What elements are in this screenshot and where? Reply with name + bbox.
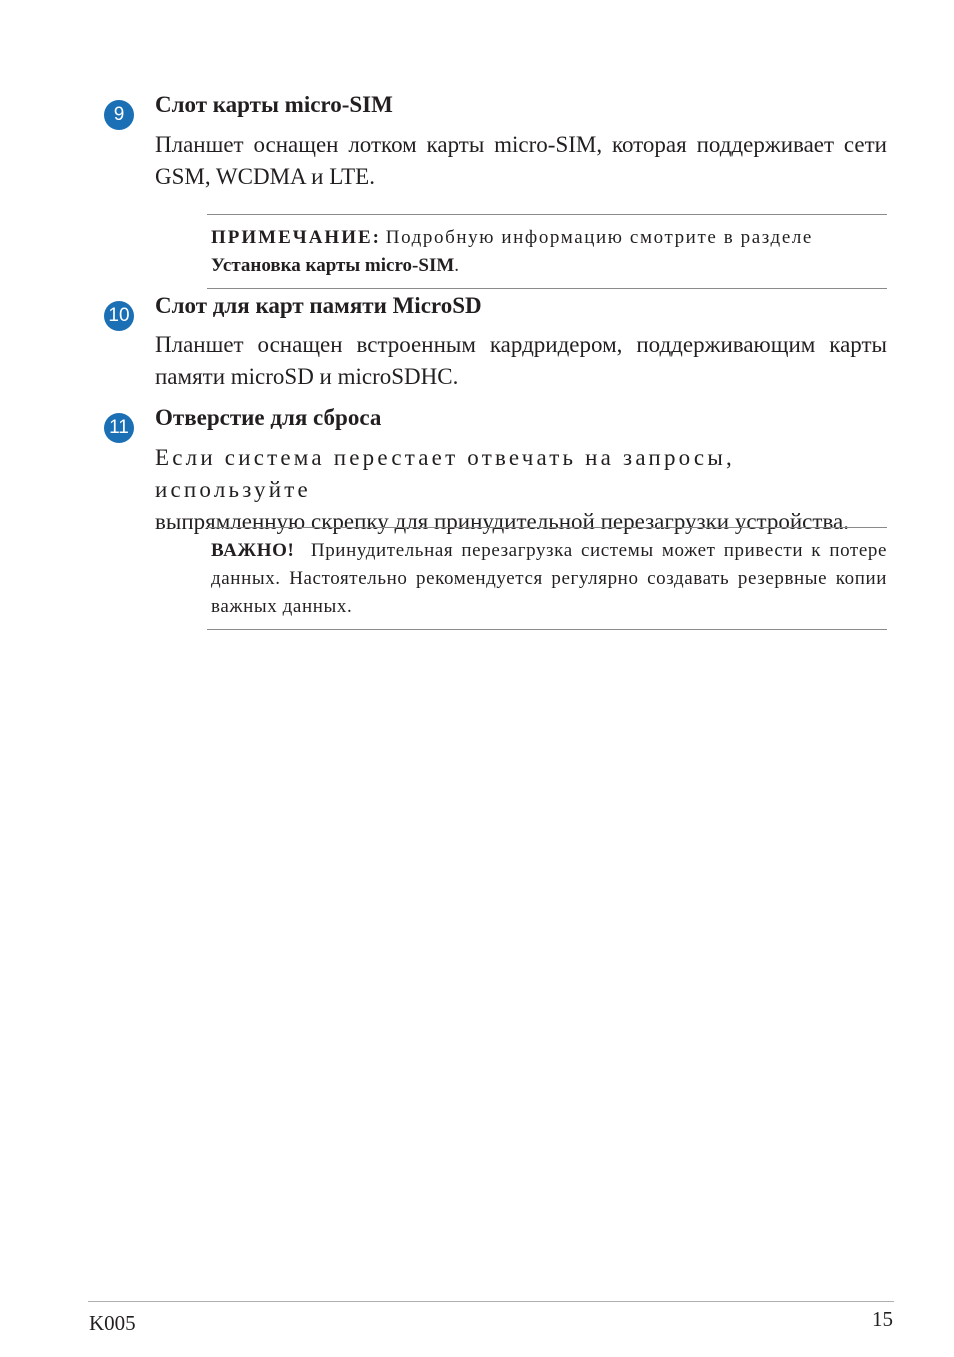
note-section-reference: Установка карты micro-SIM (211, 255, 455, 276)
section-body-microsd: Планшет оснащен встроенным кардридером, поддерживающим карты памяти microSD и microSDHC. (155, 332, 887, 389)
number-badge-10: 10 (104, 301, 134, 331)
section-body-reset-line2: выпрямленную скрепку для принудительной перезагрузки устройства. (155, 509, 849, 534)
section-body-reset-hole (155, 442, 887, 538)
important-box (207, 527, 887, 630)
note-paragraph (211, 224, 887, 280)
footer-model: K005 (89, 1311, 136, 1335)
note-box (207, 214, 887, 289)
note-end: . (454, 255, 460, 276)
note-text: Подробную информацию смотрите в разделе (385, 227, 813, 248)
page-number: 15 (872, 1307, 893, 1331)
important-label: ВАЖНО! (211, 540, 295, 561)
number-badge-9: 9 (104, 100, 134, 130)
footer-rule (88, 1301, 894, 1302)
note-label: ПРИМЕЧАНИЕ: (211, 227, 381, 248)
section-title-reset-hole: Отверстие для сброса (155, 405, 382, 430)
important-text: Принудительная перезагрузка системы может привести к потере данных. Настоятельно рекомендуется регулярно создавать резервные копии важных данных. (211, 540, 888, 617)
section-title-micro-sim: Слот карты micro-SIM (155, 92, 393, 117)
section-body-reset-line1: Если система перестает отвечать на запросы, используйте (155, 445, 735, 502)
important-paragraph (211, 537, 887, 621)
section-body-micro-sim: Планшет оснащен лотком карты micro-SIM, которая поддерживает сети GSM, WCDMA и LTE. (155, 132, 887, 189)
number-badge-11: 11 (104, 413, 134, 443)
section-title-microsd: Слот для карт памяти MicroSD (155, 293, 482, 318)
